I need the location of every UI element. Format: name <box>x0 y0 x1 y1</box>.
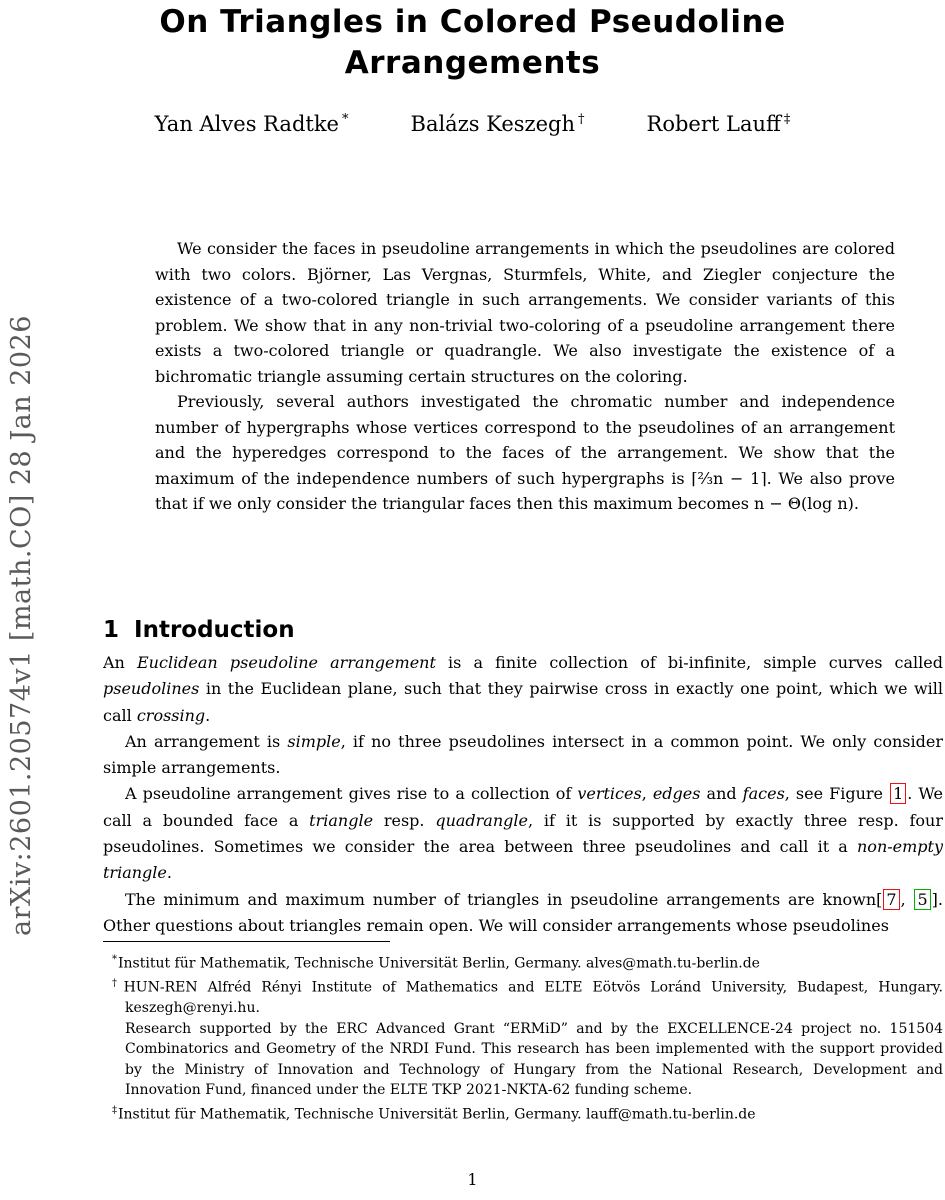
paragraph: An arrangement is simple, if no three pseudolines intersect in a common point. We only consider simple arrangements. <box>103 731 943 778</box>
figure-ref-link[interactable]: 1 <box>890 783 906 804</box>
footnote <box>103 1101 943 1125</box>
author-name: Robert Lauff <box>646 112 781 136</box>
author <box>647 112 791 136</box>
author <box>155 112 349 136</box>
emphasis-text: non-empty triangle <box>103 837 943 883</box>
author-mark: ‡ <box>783 112 791 127</box>
emphasis-text: faces <box>742 784 785 804</box>
author-mark: * <box>342 112 349 127</box>
footnote <box>103 950 943 974</box>
section-title: Introduction <box>134 617 295 644</box>
author-name: Yan Alves Radtke <box>154 112 339 136</box>
footnote-text: *Institut für Mathematik, Technische Universität Berlin, Germany. alves@math.tu-berlin.de <box>112 954 760 972</box>
emphasis-text: triangle <box>309 810 374 830</box>
paper-title: On Triangles in Colored Pseudoline Arrangements <box>159 4 786 82</box>
footnote-text: Research supported by the ERC Advanced Grant “ERMiD” and by the EXCELLENCE-24 project no. 151504 Combinatorics and Geometry of the NRDI Fund. This research has been implemented with the support provided by the Ministry of Innovation and Technology of Hungary from the National Research, Development and Innovation Fund, financed under the ELTE TKP 2021-NKTA-62 funding scheme. <box>125 1020 943 1099</box>
citation-link[interactable]: 7 <box>883 889 899 910</box>
abstract-paragraph: Previously, several authors investigated the chromatic number and independence number of hypergraphs whose vertices correspond to the pseudolines of an arrangement and the hyperedges correspond to the faces of the arrangement. We show that the maximum of the independence numbers of such hypergraphs is ⌈²⁄₃n − 1⌉. We also prove that if we only consider the triangular faces then this maximum becomes n − Θ(log n). <box>155 392 895 513</box>
emphasis-text: Euclidean pseudoline arrangement <box>137 653 436 672</box>
section-heading <box>103 617 295 643</box>
author-mark: † <box>578 112 585 127</box>
emphasis-text: quadrangle <box>435 810 528 830</box>
abstract-paragraph: We consider the faces in pseudoline arrangements in which the pseudolines are colored with two colors. Björner, Las Vergnas, Sturmfels, White, and Ziegler conjecture the existence of a two-colored triangle in such arrangements. We consider variants of this problem. We show that in any non-trivial two-coloring of a pseudoline arrangement there exists a two-colored triangle or quadrangle. We also investigate the existence of a bichromatic triangle assuming certain structures on the coloring. <box>155 239 895 386</box>
author <box>411 112 585 136</box>
paragraph: The minimum and maximum number of triangles in pseudoline arrangements are known[ 7 , 5 ]. Other questions about triangles remain open. We will consider arrangements whose pseudolines <box>103 889 943 935</box>
footnotes <box>103 941 943 1125</box>
footnote-mark: ‡ <box>112 1104 117 1116</box>
emphasis-text: pseudolines <box>103 679 200 699</box>
emphasis-text: edges <box>652 784 701 804</box>
emphasis-text: simple <box>287 731 341 751</box>
citation-link[interactable]: 5 <box>914 889 930 910</box>
footnote-mark: † <box>112 978 123 990</box>
footnote-rule <box>103 941 390 942</box>
footnote <box>103 974 943 1101</box>
footnote-mark: * <box>112 954 117 965</box>
paragraph: A pseudoline arrangement gives rise to a collection of vertices, edges and faces, see Figure 1 . We call a bounded face a triangle resp. quadrangle, if it is supported by exactly three resp. four pseudolines. Sometimes we consider the area between three pseudolines and call it a non-empty triangle. <box>103 784 943 883</box>
emphasis-text: crossing <box>136 705 206 725</box>
page-number: 1 <box>467 1170 478 1189</box>
footnote-text: †HUN-REN Alfréd Rényi Institute of Mathematics and ELTE Eötvös Loránd University, Budapest, Hungary. keszegh@renyi.hu. <box>112 978 943 1017</box>
footnote-text: ‡Institut für Mathematik, Technische Universität Berlin, Germany. lauff@math.tu-berlin.de <box>112 1104 756 1123</box>
author-list <box>0 112 945 136</box>
emphasis-text: vertices <box>577 784 642 804</box>
author-name: Balázs Keszegh <box>410 112 576 136</box>
footnotes-list <box>103 950 943 1125</box>
abstract <box>155 236 895 517</box>
paragraph: An Euclidean pseudoline arrangement is a finite collection of bi-infinite, simple curves called pseudolines in the Euclidean plane, such that they pairwise cross in exactly one point, which we will call crossing. <box>103 653 943 725</box>
introduction-body <box>103 650 943 942</box>
section-number: 1 <box>103 617 120 644</box>
arxiv-watermark: arXiv:2601.20574v1 [math.CO] 28 Jan 2026 <box>6 315 37 936</box>
